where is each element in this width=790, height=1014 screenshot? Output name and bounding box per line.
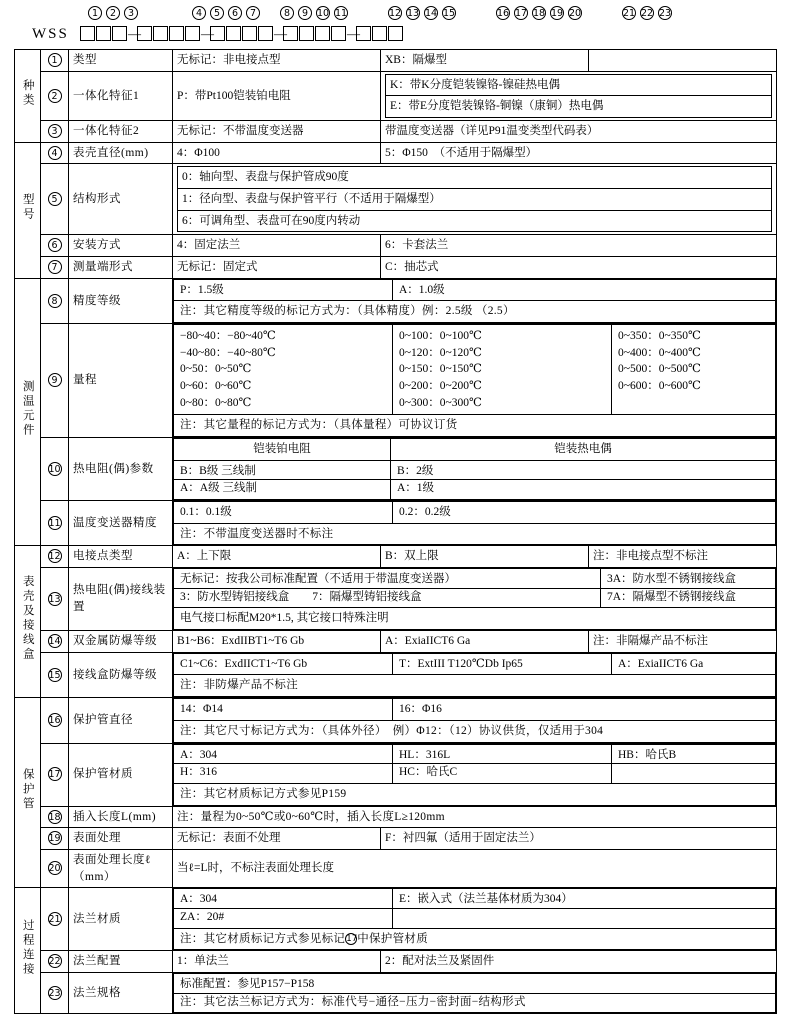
row-note: 注：其它法兰标记方式为：标准代号−通径−压力−密封面−结构形式 xyxy=(174,993,776,1013)
row-number: 13 xyxy=(41,568,69,631)
row-note: 注：其它尺寸标记方式为：（具体外径） 例）Φ12：（12）协议供货，仅适用于304 xyxy=(174,720,776,742)
table-row xyxy=(15,972,777,1013)
row-value: E：带E分度铠装镍铬-铜镍（康铜）热电偶 xyxy=(386,96,772,118)
row-number: 19 xyxy=(41,828,69,850)
reference-marker: 17 xyxy=(346,933,358,944)
row-name: 一体化特征1 xyxy=(69,71,173,120)
table-row xyxy=(15,652,777,697)
row-value xyxy=(173,568,777,631)
row-name: 表壳直径(mm) xyxy=(69,142,173,164)
row-value: A：304 xyxy=(174,889,393,909)
table-row xyxy=(15,50,777,72)
row-value xyxy=(173,652,777,697)
row-number: 12 xyxy=(41,546,69,568)
row-name: 测量端形式 xyxy=(69,257,173,279)
row-value: A：A级 三线制 xyxy=(174,480,391,500)
row-value: A：1级 xyxy=(391,480,776,500)
table-row xyxy=(15,71,777,120)
range-column-3 xyxy=(612,325,776,415)
table-row xyxy=(15,235,777,257)
marker-number: 2 xyxy=(106,6,120,20)
table-row xyxy=(15,164,777,235)
marker-number: 17 xyxy=(515,8,528,19)
group-label-housing: 表壳及接线盒 xyxy=(15,546,41,698)
row-value: 6：卡套法兰 xyxy=(381,235,777,257)
code-box[interactable] xyxy=(242,26,257,41)
marker-number: 6 xyxy=(228,6,242,20)
code-separator: — xyxy=(201,26,214,41)
marker-number: 16 xyxy=(497,8,510,19)
row-value: 无标记：非电接点型 xyxy=(173,50,381,72)
marker-number: 22 xyxy=(641,8,654,19)
range-value: 0~600：0~600℃ xyxy=(618,380,701,393)
code-box[interactable] xyxy=(153,26,168,41)
row-value xyxy=(173,501,777,546)
row-value: 5：Φ150 （不适用于隔爆型） xyxy=(381,142,777,164)
row-value: 无标记：固定式 xyxy=(173,257,381,279)
row-value: 注：非隔爆产品不标注 xyxy=(589,631,777,653)
row-name: 安装方式 xyxy=(69,235,173,257)
code-box[interactable] xyxy=(258,26,273,41)
code-box[interactable] xyxy=(80,26,95,41)
row-value: E：嵌入式（法兰基体材质为304） xyxy=(393,889,776,909)
row-number: 14 xyxy=(41,631,69,653)
range-value: 0~200：0~200℃ xyxy=(399,380,482,393)
row-value: HB：哈氏B xyxy=(612,744,776,764)
row-value: 4：固定法兰 xyxy=(173,235,381,257)
code-box[interactable] xyxy=(388,26,403,41)
code-box[interactable] xyxy=(356,26,371,41)
row-value: C1~C6：ExdIICT1~T6 Gb xyxy=(174,653,393,675)
row-value: C：抽芯式 xyxy=(381,257,777,279)
row-value xyxy=(173,888,777,951)
code-box[interactable] xyxy=(372,26,387,41)
row-value: F：衬四氟（适用于固定法兰） xyxy=(381,828,777,850)
table-row xyxy=(15,743,777,806)
row-value: K：带K分度铠装镍铬-镍硅热电偶 xyxy=(386,74,772,96)
row-number: 7 xyxy=(41,257,69,279)
row-value: 当ℓ=L时，不标注表面处理长度 xyxy=(173,849,777,887)
row-name: 插入长度L(mm) xyxy=(69,806,173,828)
range-value: 0~50：0~50℃ xyxy=(180,363,252,376)
marker-number: 19 xyxy=(551,8,564,19)
marker-number: 14 xyxy=(425,8,438,19)
row-value: 0.1：0.1级 xyxy=(174,502,393,524)
row-value: 无标记：不带温度变送器 xyxy=(173,121,381,143)
code-box[interactable] xyxy=(169,26,184,41)
row-name: 双金属防爆等级 xyxy=(69,631,173,653)
range-value: 0~150：0~150℃ xyxy=(399,363,482,376)
group-label-process-connection: 过程连接 xyxy=(15,888,41,1014)
row-number: 18 xyxy=(41,806,69,828)
row-value: XB：隔爆型 xyxy=(381,50,589,72)
marker-row xyxy=(14,6,776,24)
row-value: A：ExiaIICT6 Ga xyxy=(612,653,776,675)
marker-number: 12 xyxy=(389,8,402,19)
table-row xyxy=(15,278,777,323)
row-name: 法兰配置 xyxy=(69,951,173,973)
code-box[interactable] xyxy=(112,26,127,41)
row-note: 注：其它材质标记方式参见P159 xyxy=(174,783,776,805)
code-box[interactable] xyxy=(137,26,152,41)
row-value: 3：防水型铸铝接线盒 7：隔爆型铸铝接线盒 xyxy=(174,588,601,608)
row-name: 接线盒防爆等级 xyxy=(69,652,173,697)
marker-number: 23 xyxy=(659,8,672,19)
row-name: 表面处理长度ℓ（mm） xyxy=(69,849,173,887)
row-value: 14：Φ14 xyxy=(174,699,393,721)
column-header: 铠装热电偶 xyxy=(391,439,776,461)
row-note: 注：不带温度变送器时不标注 xyxy=(174,523,776,545)
marker-number: 3 xyxy=(124,6,138,20)
row-number: 21 xyxy=(41,888,69,951)
row-note: 注：其它精度等级的标记方式为：（具体精度）例：2.5级 （2.5） xyxy=(174,301,776,323)
model-code-label: WSS xyxy=(32,26,69,42)
row-value xyxy=(173,164,777,235)
table-row xyxy=(15,501,777,546)
row-value: 注：非电接点型不标注 xyxy=(589,546,777,568)
row-note: 注：量程为0~50℃或0~60℃时，插入长度L≥120mm xyxy=(173,806,777,828)
table-row xyxy=(15,806,777,828)
code-box[interactable] xyxy=(331,26,346,41)
range-column-2 xyxy=(393,325,612,415)
row-value: 无标记：表面不处理 xyxy=(173,828,381,850)
row-value: 0.2：0.2级 xyxy=(393,502,776,524)
row-value: 0：轴向型、表盘与保护管成90度 xyxy=(178,167,772,189)
range-value: 0~300：0~300℃ xyxy=(399,396,482,409)
group-label-sensor: 测温元件 xyxy=(15,278,41,546)
range-value: 0~400：0~400℃ xyxy=(618,346,701,359)
row-number: 11 xyxy=(41,501,69,546)
row-value: 2：配对法兰及紧固件 xyxy=(381,951,777,973)
table-row xyxy=(15,257,777,279)
model-code-boxes xyxy=(80,26,404,41)
row-value xyxy=(173,743,777,806)
row-name: 量程 xyxy=(69,324,173,438)
marker-number: 18 xyxy=(533,8,546,19)
row-value: 1：径向型、表盘与保护管平行（不适用于隔爆型） xyxy=(178,189,772,211)
code-separator: — xyxy=(347,26,360,41)
range-value: 0~350：0~350℃ xyxy=(618,330,701,343)
row-value: 无标记：按我公司标准配置（不适用于带温度变送器） xyxy=(174,569,601,589)
group-label-category: 种类 xyxy=(15,50,41,143)
row-value: B：B级 三线制 xyxy=(174,460,391,480)
row-value: 标准配置：参见P157−P158 xyxy=(174,973,776,993)
range-value: −40~80：−40~80℃ xyxy=(180,346,276,359)
marker-number: 11 xyxy=(335,8,348,19)
row-value: 7A：隔爆型不锈钢接线盒 xyxy=(601,588,776,608)
table-row xyxy=(15,324,777,438)
row-number: 17 xyxy=(41,743,69,806)
row-note xyxy=(174,928,776,950)
code-box[interactable] xyxy=(96,26,111,41)
row-number: 4 xyxy=(41,142,69,164)
note-suffix: 中保护管材质 xyxy=(357,932,429,945)
column-header: 铠装铂电阻 xyxy=(174,439,391,461)
row-value: HC：哈氏C xyxy=(393,764,612,784)
marker-number: 10 xyxy=(317,8,330,19)
table-row xyxy=(15,698,777,743)
marker-number: 8 xyxy=(280,6,294,20)
row-number: 9 xyxy=(41,324,69,438)
row-value: A：1.0级 xyxy=(393,279,776,301)
code-box[interactable] xyxy=(299,26,314,41)
range-value: −80~40：−80~40℃ xyxy=(180,330,276,343)
table-row xyxy=(15,951,777,973)
row-value: 电气接口标配M20*1.5, 其它接口特殊注明 xyxy=(174,608,776,630)
row-name: 电接点类型 xyxy=(69,546,173,568)
row-value xyxy=(381,71,777,120)
row-value xyxy=(589,50,777,72)
row-name: 热电阻(偶)接线装置 xyxy=(69,568,173,631)
table-row xyxy=(15,849,777,887)
row-value xyxy=(173,698,777,743)
row-value: HL：316L xyxy=(393,744,612,764)
table-row xyxy=(15,888,777,951)
row-number: 15 xyxy=(41,652,69,697)
row-value: 6：可调角型、表盘可在90度内转动 xyxy=(178,210,772,232)
row-number: 10 xyxy=(41,438,69,501)
row-name: 法兰规格 xyxy=(69,972,173,1013)
table-row xyxy=(15,142,777,164)
row-value: A：上下限 xyxy=(173,546,381,568)
specification-table xyxy=(14,49,777,1014)
code-box[interactable] xyxy=(315,26,330,41)
note-prefix: 注：其它材质标记方式参见标记 xyxy=(180,932,346,945)
row-value: H：316 xyxy=(174,764,393,784)
group-label-protection-tube: 保护管 xyxy=(15,698,41,888)
table-row xyxy=(15,828,777,850)
row-value: B：双上限 xyxy=(381,546,589,568)
row-value: 3A：防水型不锈钢接线盒 xyxy=(601,569,776,589)
code-box[interactable] xyxy=(226,26,241,41)
row-number: 5 xyxy=(41,164,69,235)
range-column-1 xyxy=(174,325,393,415)
row-name: 一体化特征2 xyxy=(69,121,173,143)
row-number: 20 xyxy=(41,849,69,887)
row-number: 2 xyxy=(41,71,69,120)
range-value: 0~60：0~60℃ xyxy=(180,380,252,393)
group-label-model: 型号 xyxy=(15,142,41,278)
row-number: 22 xyxy=(41,951,69,973)
row-value: 1：单法兰 xyxy=(173,951,381,973)
row-value: P：带Pt100铠装铂电阻 xyxy=(173,71,381,120)
marker-number: 4 xyxy=(192,6,206,20)
marker-number: 21 xyxy=(623,8,636,19)
row-value: 16：Φ16 xyxy=(393,699,776,721)
row-note: 注：其它量程的标记方式为：（具体量程）可协议订货 xyxy=(174,415,776,437)
row-name: 法兰材质 xyxy=(69,888,173,951)
table-row xyxy=(15,568,777,631)
row-value: P：1.5级 xyxy=(174,279,393,301)
row-name: 结构形式 xyxy=(69,164,173,235)
row-value xyxy=(612,764,776,784)
row-value: B：2级 xyxy=(391,460,776,480)
table-row xyxy=(15,121,777,143)
row-number: 3 xyxy=(41,121,69,143)
marker-number: 1 xyxy=(88,6,102,20)
row-name: 表面处理 xyxy=(69,828,173,850)
row-value xyxy=(173,324,777,438)
marker-number: 9 xyxy=(298,6,312,20)
range-value: 0~80：0~80℃ xyxy=(180,396,252,409)
code-box[interactable] xyxy=(210,26,225,41)
row-name: 类型 xyxy=(69,50,173,72)
row-name: 保护管直径 xyxy=(69,698,173,743)
code-box[interactable] xyxy=(283,26,298,41)
marker-number: 13 xyxy=(407,8,420,19)
marker-number: 7 xyxy=(246,6,260,20)
row-value xyxy=(173,438,777,501)
table-row xyxy=(15,546,777,568)
range-value: 0~500：0~500℃ xyxy=(618,363,701,376)
row-name: 温度变送器精度 xyxy=(69,501,173,546)
row-number: 16 xyxy=(41,698,69,743)
row-name: 精度等级 xyxy=(69,278,173,323)
row-number: 8 xyxy=(41,278,69,323)
row-name: 保护管材质 xyxy=(69,743,173,806)
code-separator: — xyxy=(274,26,287,41)
row-value xyxy=(393,908,776,928)
row-value xyxy=(173,972,777,1013)
code-box[interactable] xyxy=(185,26,200,41)
row-note: 注：非防爆产品不标注 xyxy=(174,675,776,697)
table-row xyxy=(15,631,777,653)
row-value: T：ExtIII T120℃Db Ip65 xyxy=(393,653,612,675)
row-value: 带温度变送器（详见P91温变类型代码表） xyxy=(381,121,777,143)
row-value: A：ExiaIICT6 Ga xyxy=(381,631,589,653)
marker-number: 15 xyxy=(443,8,456,19)
range-value: 0~120：0~120℃ xyxy=(399,346,482,359)
row-value: A：304 xyxy=(174,744,393,764)
table-row xyxy=(15,438,777,501)
marker-number: 20 xyxy=(569,8,582,19)
range-value: 0~100：0~100℃ xyxy=(399,330,482,343)
row-value: 4：Φ100 xyxy=(173,142,381,164)
row-value xyxy=(173,278,777,323)
marker-number: 5 xyxy=(210,6,224,20)
row-number: 6 xyxy=(41,235,69,257)
row-number: 1 xyxy=(41,50,69,72)
row-name: 热电阻(偶)参数 xyxy=(69,438,173,501)
code-separator: — xyxy=(128,26,141,41)
row-value: ZA：20# xyxy=(174,908,393,928)
row-value: B1~B6：ExdIIBT1~T6 Gb xyxy=(173,631,381,653)
model-code-row xyxy=(14,24,776,46)
row-number: 23 xyxy=(41,972,69,1013)
